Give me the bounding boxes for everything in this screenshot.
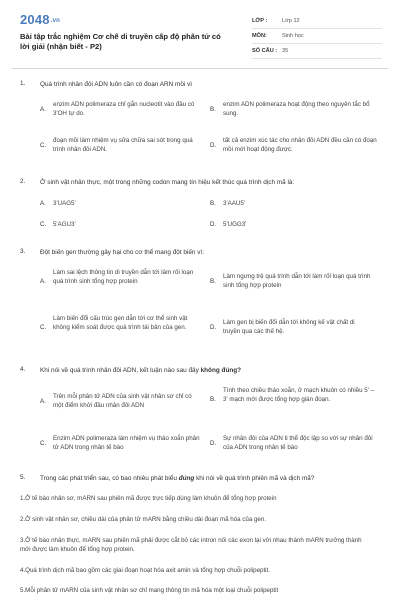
meta-key: LỚP : <box>252 18 268 24</box>
meta-row-subject <box>252 29 382 44</box>
option-text: Trên mỗi phân tử ADN của sinh vật nhân sơ chỉ có một điểm khởi đầu nhân đôi ADN <box>53 393 192 410</box>
option-text: 3'UAG5' <box>53 200 76 207</box>
option-letter: D. <box>210 142 217 149</box>
option-letter: D. <box>210 221 217 228</box>
option-letter: C. <box>40 440 47 447</box>
meta-value: Lớp 12 <box>282 18 300 24</box>
option-text: tất cả enzim xúc tác cho nhân đôi ADN đều cần có đoạn mồi mới hoạt động được. <box>223 137 377 154</box>
option-letter: C. <box>40 142 47 149</box>
meta-value: Sinh học <box>282 33 304 39</box>
option-letter: B. <box>210 106 216 113</box>
question-text: Quá trình nhân đôi ADN luôn cần có đoạn ARN mồi vì <box>40 81 193 88</box>
question-text: Khi nói về quá trình nhân đôi ADN, kết luận nào sau đây không đúng? <box>40 367 242 374</box>
option-letter: C. <box>40 221 47 228</box>
question-number: 2. <box>20 178 26 185</box>
option-text: 5'AGU3' <box>53 221 76 228</box>
statement-4: 4.Quá trình dịch mã bao gồm các giai đoạn hoạt hóa axit amin và tổng hợp chuỗi polipeptit. <box>20 567 270 574</box>
statement-2: 2.Ở sinh vật nhân sơ, chiều dài của phân tử mARN bằng chiều dài đoạn mã hóa của gen. <box>20 516 267 523</box>
option-text: Enzim ADN polimeraza làm nhiệm vụ tháo xoắn phân tử ADN trong nhân tế bào <box>53 435 200 452</box>
option-letter: B. <box>210 200 216 207</box>
option-text: Tính theo chiều tháo xoắn, ở mạch khuôn có nhiều 5' – 3' mạch mới được tổng hợp gián đoạn. <box>223 387 375 404</box>
meta-row-class <box>252 14 382 29</box>
option-text: 3'AAU5' <box>223 200 245 207</box>
question-number: 4. <box>20 366 26 373</box>
option-letter: A. <box>40 106 46 113</box>
option-text: 5'UGG3' <box>223 221 247 228</box>
page-header <box>20 12 380 64</box>
statement-1: 1.Ở tế bào nhân sơ, mARN sau phiên mã được trực tiếp dùng làm khuôn để tổng hợp protein <box>20 495 277 502</box>
question-text: Ở sinh vật nhân thực, một trong những codon mang tín hiệu kết thúc quá trình dịch mã là: <box>40 179 295 186</box>
option-letter: D. <box>210 440 217 447</box>
option-text: enzim ADN polimeraza chỉ gắn nucleotit vào đầu có 3'OH tự do. <box>53 101 195 118</box>
option-letter: A. <box>40 200 46 207</box>
option-letter: A. <box>40 278 46 285</box>
meta-key: SỐ CÂU : <box>252 48 278 54</box>
question-text: Đột biến gen thường gây hại cho cơ thể mang đột biến vì: <box>40 249 205 256</box>
meta-row-count <box>252 44 382 59</box>
option-text: enzim ADN polimeraza hoạt động theo nguyên tắc bổ sung. <box>223 101 370 118</box>
site-logo[interactable]: 2048.vn <box>20 12 61 27</box>
statement-3: 3.Ở tế bào nhân thực, mARN sau phiên mã phải được cắt bỏ các intron nối các exon lại với nhau thành mARN trưởng thành mới được làm khuôn để tổng hợp protein. <box>20 537 362 553</box>
option-text: Làm ngưng trệ quá trình dẫn tới làm rối loạn quá trình sinh tổng hợp protein <box>223 273 371 290</box>
question-number: 3. <box>20 248 26 255</box>
option-letter: C. <box>40 324 47 331</box>
option-letter: A. <box>40 398 46 405</box>
option-letter: D. <box>210 324 217 331</box>
page-title: Bài tập trắc nghiệm Cơ chế di truyền cấp độ phân tử có lời giải (nhận biết - P2) <box>20 32 221 51</box>
option-text: đoạn mồi làm nhiệm vụ sửa chữa sai sót trong quá trình nhân đôi ADN. <box>53 137 193 154</box>
option-text: Sự nhân đôi của ADN ti thể độc lập so với sự nhân đôi của ADN trong nhân tế bào <box>223 435 373 452</box>
option-text: Làm biến đổi cấu trúc gen dẫn tới cơ thể sinh vật không kiểm soát được quá trình tái bản của gen. <box>53 315 188 332</box>
option-letter: B. <box>210 396 216 403</box>
question-number: 5. <box>20 474 26 481</box>
meta-key: MÔN: <box>252 33 267 39</box>
question-number: 1. <box>20 80 26 87</box>
question-text: Trong các phát triển sau, có bao nhiêu phát biểu đúng khi nói về quá trình phiên mã và dịch mã? <box>40 475 315 482</box>
option-text: Làm sai lệch thông tin di truyền dẫn tới làm rối loạn quá trình sinh tổng hợp protein <box>53 269 194 286</box>
statement-5: 5.Mỗi phân tử mARN của sinh vật nhân sơ chỉ mang thông tin mã hóa một loại chuỗi polipeptit <box>20 587 279 594</box>
meta-info <box>252 14 382 59</box>
meta-value: 35 <box>282 48 289 54</box>
header-divider <box>12 68 388 69</box>
option-letter: B. <box>210 278 216 285</box>
option-text: Làm gen bị biến đổi dẫn tới không kế vật chất di truyền qua các thế hệ. <box>223 319 355 336</box>
